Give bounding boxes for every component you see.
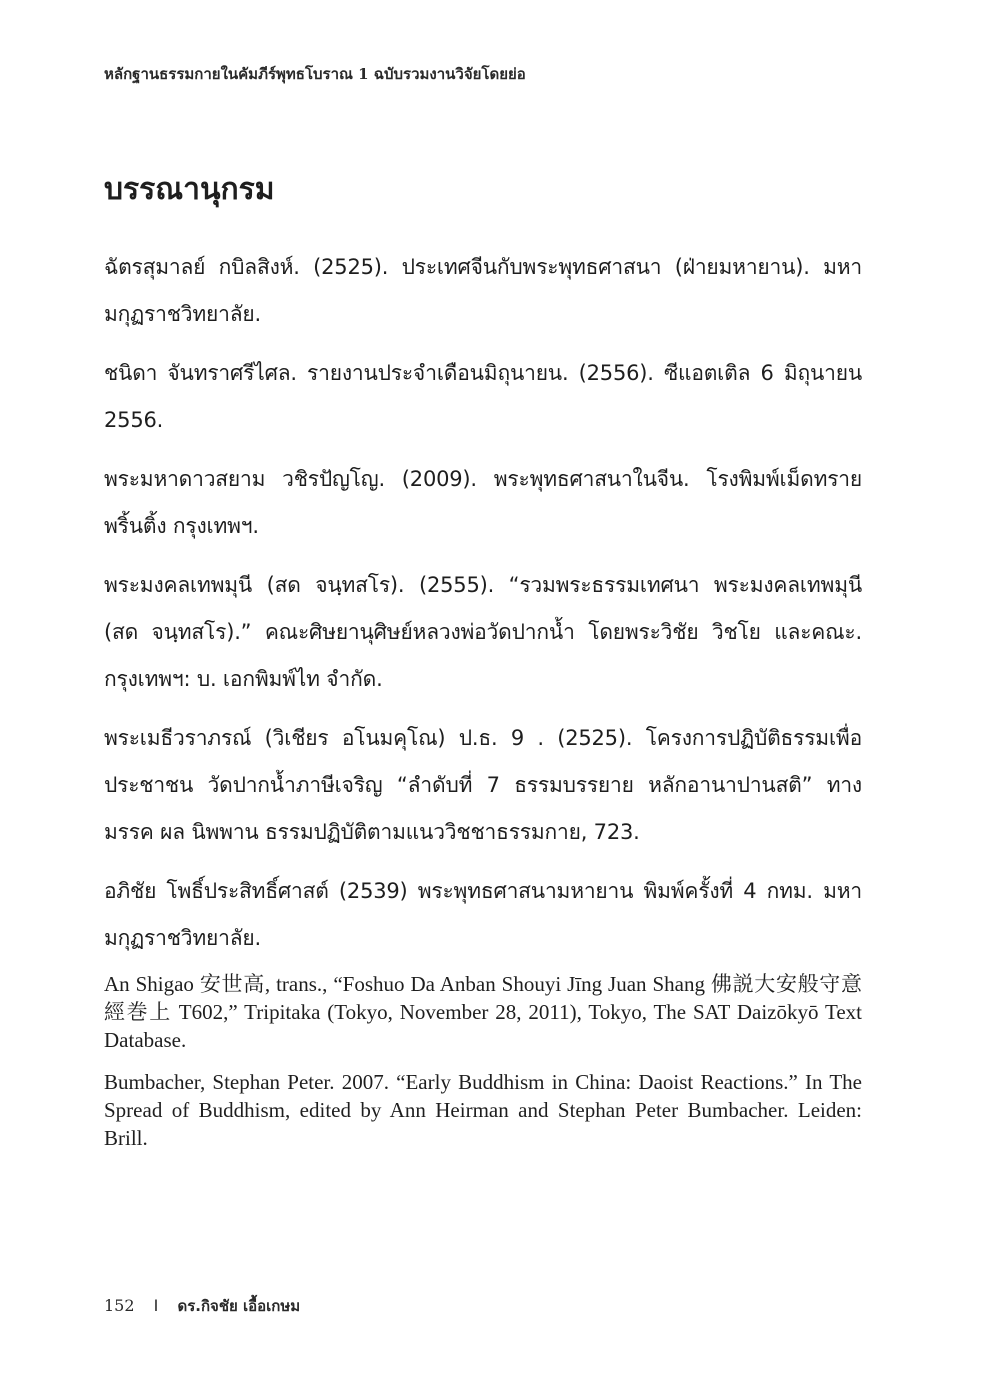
section-title: บรรณานุกรม [104,172,275,207]
footer-author: ดร.กิจชัย เอื้อเกษม [177,1297,301,1315]
bibliography-entry: ชนิดา จันทราศรีไศล. รายงานประจำเดือนมิถุนายน. (2556). ซีแอตเติล 6 มิถุนายน 2556. [104,361,862,432]
bibliography-entry: อภิชัย โพธิ์ประสิทธิ์ศาสต์ (2539) พระพุทธศาสนามหายาน พิมพ์ครั้งที่ 4 กทม. มหามกุฏราชวิทยาลัย. [104,879,862,950]
bibliography-entry: An Shigao 安世高, trans., “Foshuo Da Anban Shouyi Jīng Juan Shang 佛説大安般守意經巻上 T602,” Tripitaka (Tokyo, November 28, 2011), Tokyo, The SAT Daizōkyō Text Database. [104,972,862,1052]
running-header: หลักฐานธรรมกายในคัมภีร์พุทธโบราณ 1 ฉบับรวมงานวิจัยโดยย่อ [104,65,526,83]
bibliography-entry: พระเมธีวราภรณ์ (วิเชียร อโนมคุโณ) ป.ธ. 9 . (2525). โครงการปฏิบัติธรรมเพื่อประชาชน วัดปากน้ำภาษีเจริญ “ลำดับที่ 7 ธรรมบรรยาย หลักอานาปานสติ” ทางมรรค ผล นิพพาน ธรรมปฏิบัติตามแนววิชชาธรรมกาย, 723. [104,726,862,844]
bibliography-entry: พระมหาดาวสยาม วชิรปัญโญ. (2009). พระพุทธศาสนาในจีน. โรงพิมพ์เม็ดทราย พริ้นติ้ง กรุงเทพฯ. [104,467,862,538]
page-footer [104,1294,300,1318]
footer-separator: I [153,1296,159,1315]
bibliography-entry: พระมงคลเทพมุนี (สด จนฺทสโร). (2555). “รวมพระธรรมเทศนา พระมงคลเทพมุนี (สด จนฺทสโร).” คณะศิษยานุศิษย์หลวงพ่อวัดปากน้ำ โดยพระวิชัย วิชโย และคณะ. กรุงเทพฯ: บ. เอกพิมพ์ไท จำกัด. [104,573,862,691]
bibliography-entry: Bumbacher, Stephan Peter. 2007. “Early Buddhism in China: Daoist Reactions.” In The Spread of Buddhism, edited by Ann Heirman and Stephan Peter Bumbacher. Leiden: Brill. [104,1070,862,1150]
page-number: 152 [104,1296,135,1315]
bibliography-entry: ฉัตรสุมาลย์ กบิลสิงห์. (2525). ประเทศจีนกับพระพุทธศาสนา (ฝ่ายมหายาน). มหามกุฏราชวิทยาลัย. [104,255,862,326]
bibliography-list [104,244,862,1166]
